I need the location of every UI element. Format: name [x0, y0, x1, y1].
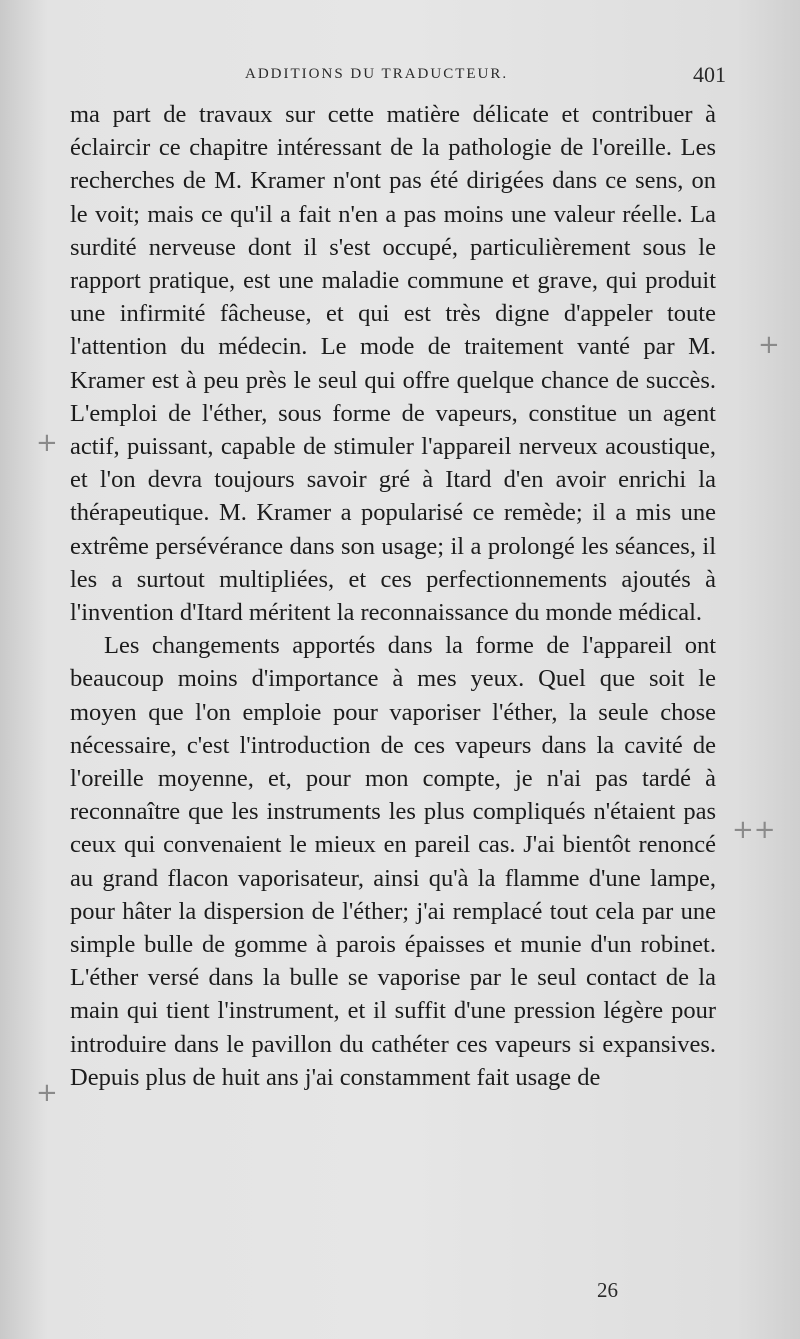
page-number: 401 [693, 62, 726, 87]
signature-mark: 26 [597, 1278, 618, 1302]
running-title: ADDITIONS DU TRADUCTEUR. [245, 66, 509, 82]
margin-mark-double-plus: ++ [732, 815, 776, 845]
margin-mark-plus: + [36, 428, 58, 458]
body-text [70, 98, 716, 1094]
paragraph-1: ma part de travaux sur cette matière délicate et contribuer à éclaircir ce chapitre intéressant de la pathologie de l'oreille. Les recherches de M. Kramer n'ont pas été dirigées dans ce sens, on le voit; mais ce qu'il a fait n'en a pas moins une valeur réelle. La surdité nerveuse dont il s'est occupé, particulièrement sous le rapport pratique, est une maladie commune et grave, qui produit une infirmité fâcheuse, et qui est très digne d'appeler toute l'attention du médecin. Le mode de traitement vanté par M. Kramer est à peu près le seul qui offre quelque chance de succès. L'emploi de l'éther, sous forme de vapeurs, constitue un agent actif, puissant, capable de stimuler l'appareil nerveux acoustique, et l'on devra toujours savoir gré à Itard d'en avoir enrichi la thérapeutique. M. Kramer a popularisé ce remède; il a mis une extrême persévérance dans son usage; il a prolongé les séances, il les a surtout multipliées, et ces perfectionnements ajoutés à l'invention d'Itard méritent la reconnaissance du monde médical. [70, 101, 716, 627]
margin-mark-plus: + [758, 330, 780, 360]
paragraph-2: Les changements apportés dans la forme de l'appareil ont beaucoup moins d'importance à mes yeux. Quel que soit le moyen que l'on emploie pour vaporiser l'éther, la seule chose nécessaire, c'est l'introduction de ces vapeurs dans la cavité de l'oreille moyenne, et, pour mon compte, je n'ai pas tardé à reconnaître que les instruments les plus compliqués n'étaient pas ceux qui convenaient le mieux en pareil cas. J'ai bientôt renoncé au grand flacon vaporisateur, ainsi qu'à la flamme d'une lampe, pour hâter la dispersion de l'éther; j'ai remplacé tout cela par une simple bulle de gomme à parois épaisses et munie d'un robinet. L'éther versé dans la bulle se vaporise par le seul contact de la main qui tient l'instrument, et il suffit d'une pression légère pour introduire dans le pavillon du cathéter ces vapeurs si expansives. Depuis plus de huit ans j'ai constamment fait usage de [70, 632, 716, 1091]
margin-mark-plus: + [36, 1078, 58, 1108]
running-head [70, 62, 726, 92]
